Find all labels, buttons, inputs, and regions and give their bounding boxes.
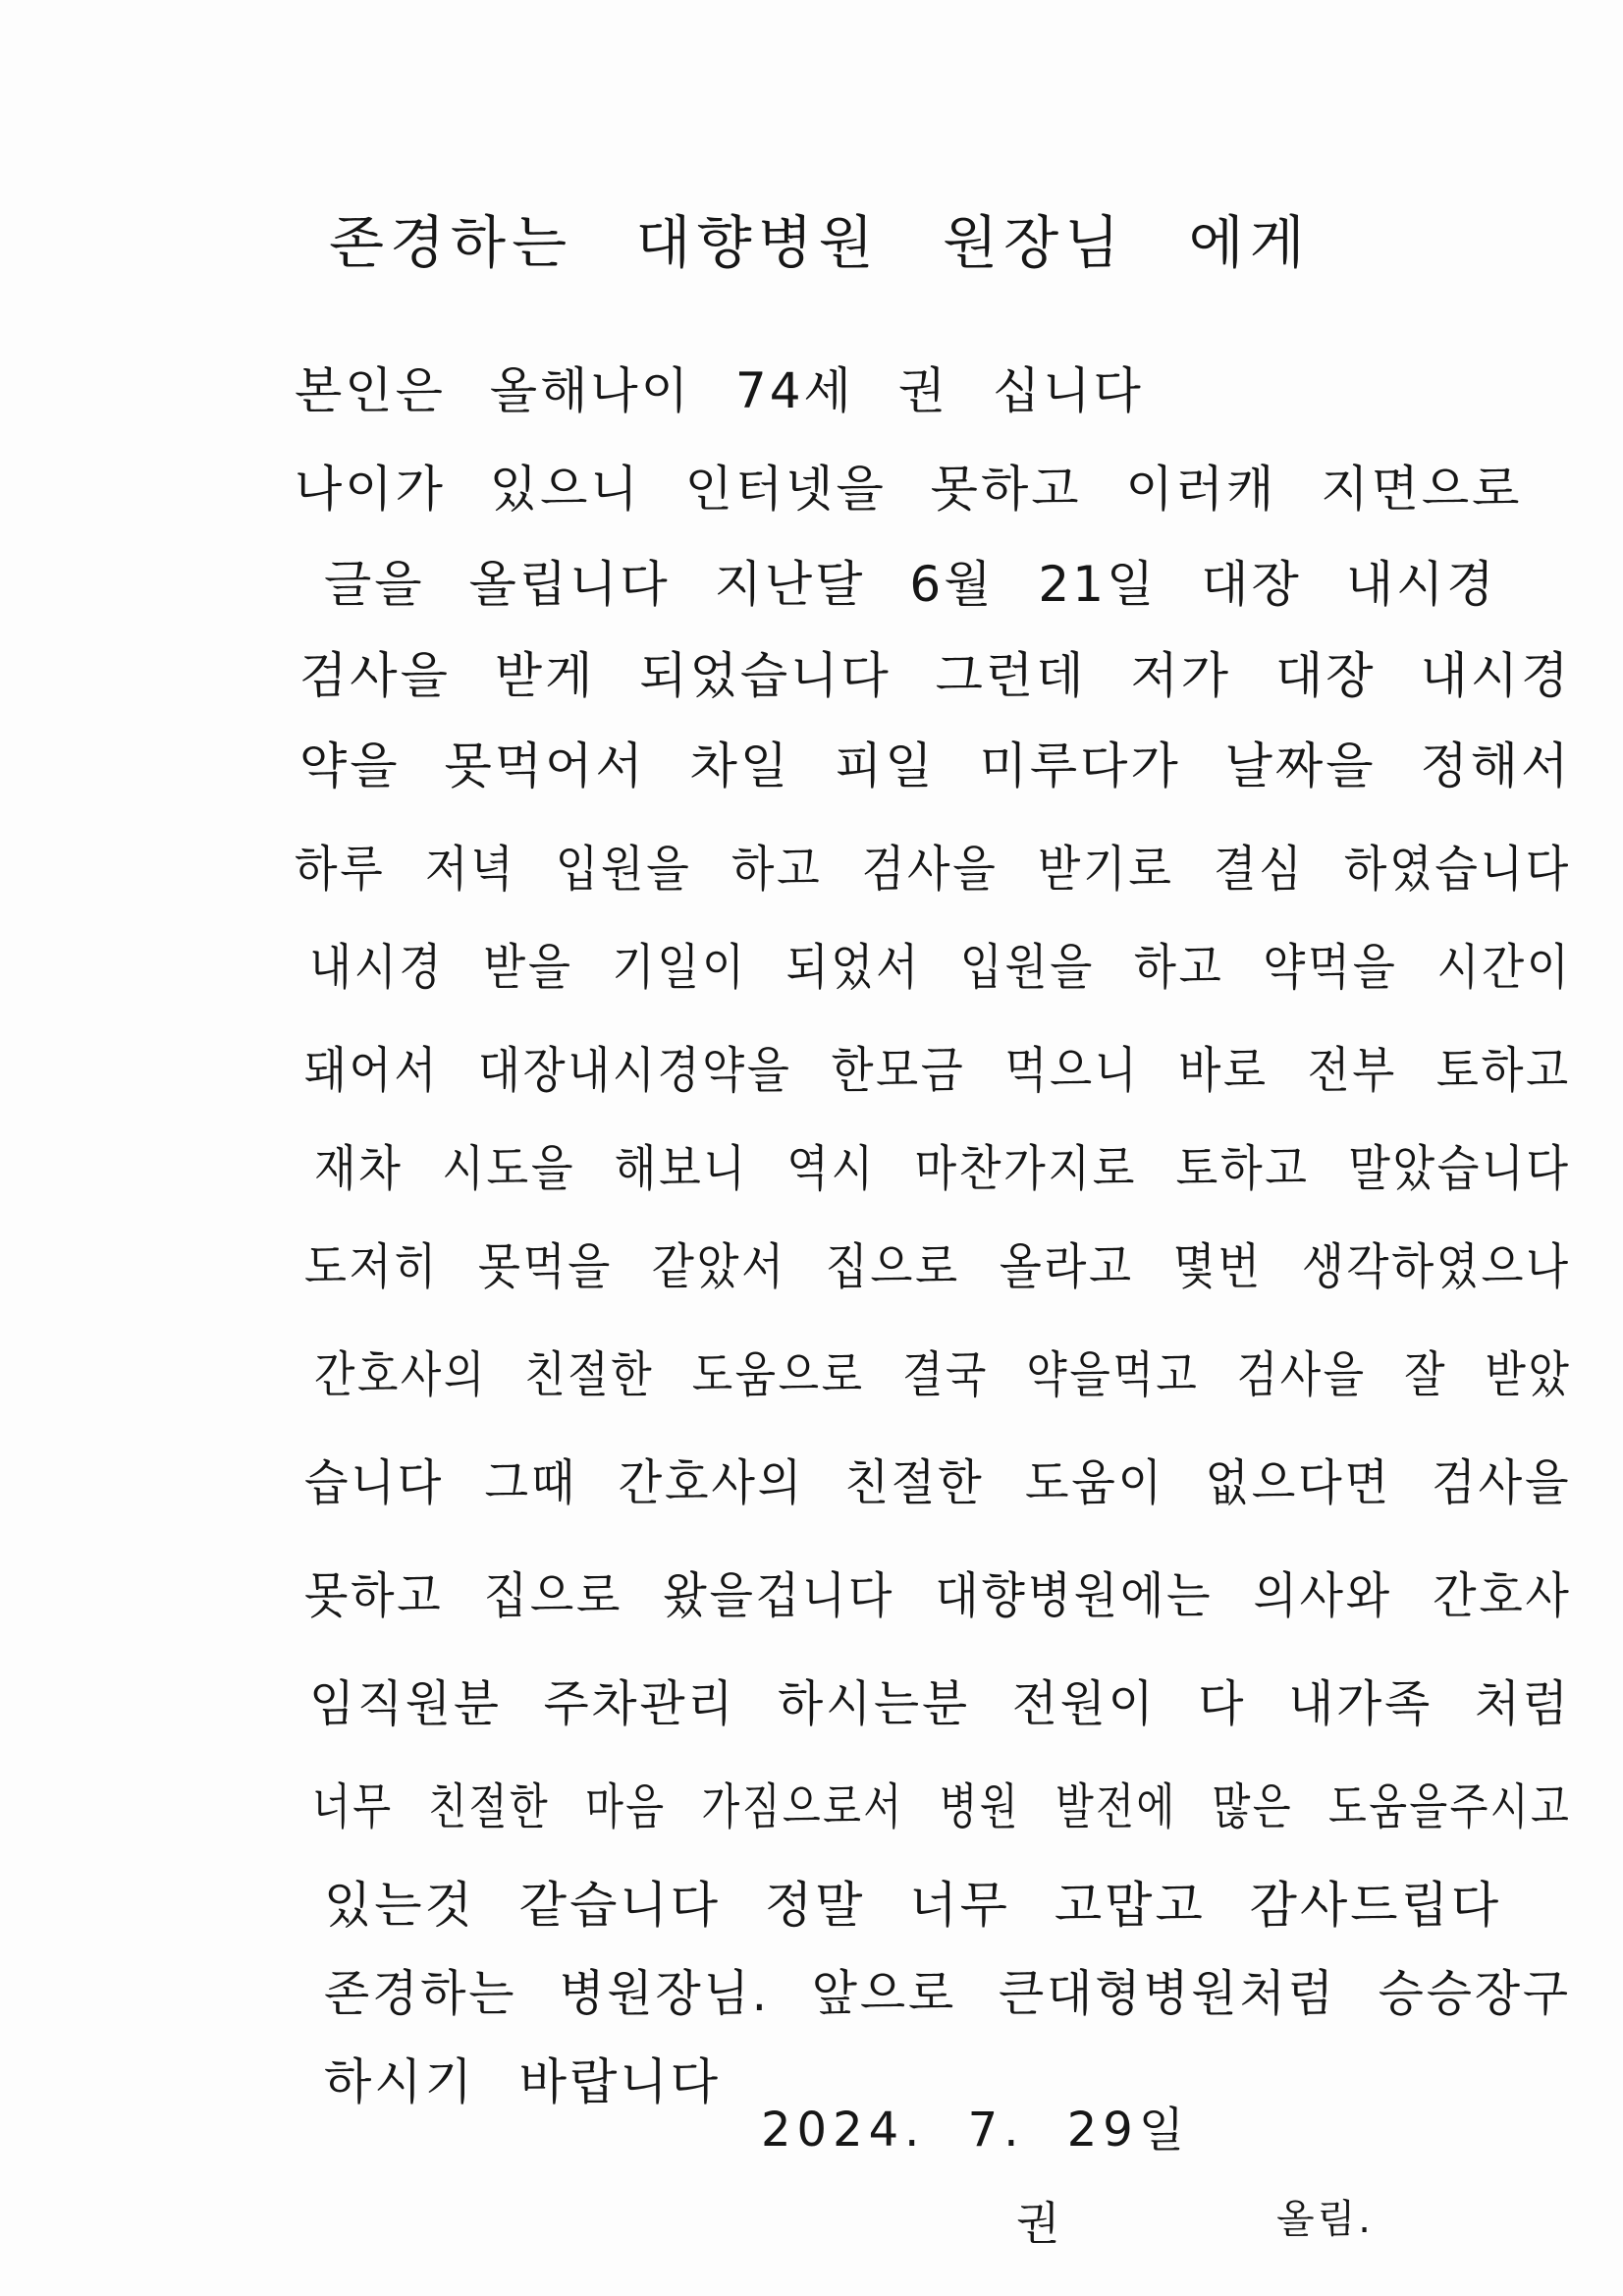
letter-title: 존경하는 대향병원 원장님 에게 (329, 209, 1311, 276)
signer-sent: 올림. (1276, 2197, 1374, 2242)
letter-date: 2024. 7. 29일 (761, 2103, 1191, 2158)
letter-line-6: 하루 저녁 입원을 하고 검사을 받기로 결심 하였습니다 (295, 841, 1572, 898)
letter-line-8: 돼어서 대장내시경약을 한모금 먹으니 바로 전부 토하고 (304, 1042, 1571, 1099)
letter-line-14: 임직원분 주차관리 하시는분 전원이 다 내가족 처럼 (309, 1675, 1571, 1732)
letter-line-5: 약을 못먹어서 차일 피일 미루다가 날짜을 정해서 (299, 738, 1572, 794)
letter-line-7: 내시경 받을 기일이 되었서 입원을 하고 약먹을 시간이 (309, 939, 1572, 996)
letter-line-12: 습니다 그때 간호사의 친절한 도움이 없으다면 검사을 (304, 1454, 1572, 1511)
letter-line-11: 간호사의 친절한 도움으로 결국 약을먹고 검사을 잘 받았 (314, 1346, 1572, 1403)
letter-line-3: 글을 올립니다 지난달 6월 21일 대장 내시경 (324, 556, 1497, 613)
letter-line-13: 못하고 집으로 왔을겁니다 대향병원에는 의사와 간호사 (304, 1567, 1572, 1624)
signer-name: 권 (1016, 2197, 1063, 2250)
letter-line-4: 검사을 받게 되었습니다 그런데 저가 대장 내시경 (299, 647, 1572, 704)
letter-line-9: 재차 시도을 해보니 역시 마찬가지로 토하고 말았습니다 (314, 1140, 1571, 1197)
letter-line-2: 나이가 있으니 인터넷을 못하고 이러캐 지면으로 (295, 461, 1523, 518)
letter-line-1: 본인은 올해나이 74세 권 십니다 (295, 362, 1144, 419)
letter-line-17: 존경하는 병원장님. 앞으로 큰대형병원처럼 승승장구 (324, 1965, 1572, 2022)
letter-line-18: 하시기 바랍니다 (324, 2053, 721, 2110)
letter-line-10: 도저히 못먹을 같았서 집으로 올라고 몇번 생각하였으나 (304, 1238, 1571, 1295)
letter-line-16: 있는것 같습니다 정말 너무 고맙고 감사드립다 (324, 1877, 1502, 1934)
letter-line-15: 너무 친절한 마음 가짐으로서 병원 발전에 많은 도움을주시고 (312, 1778, 1572, 1835)
